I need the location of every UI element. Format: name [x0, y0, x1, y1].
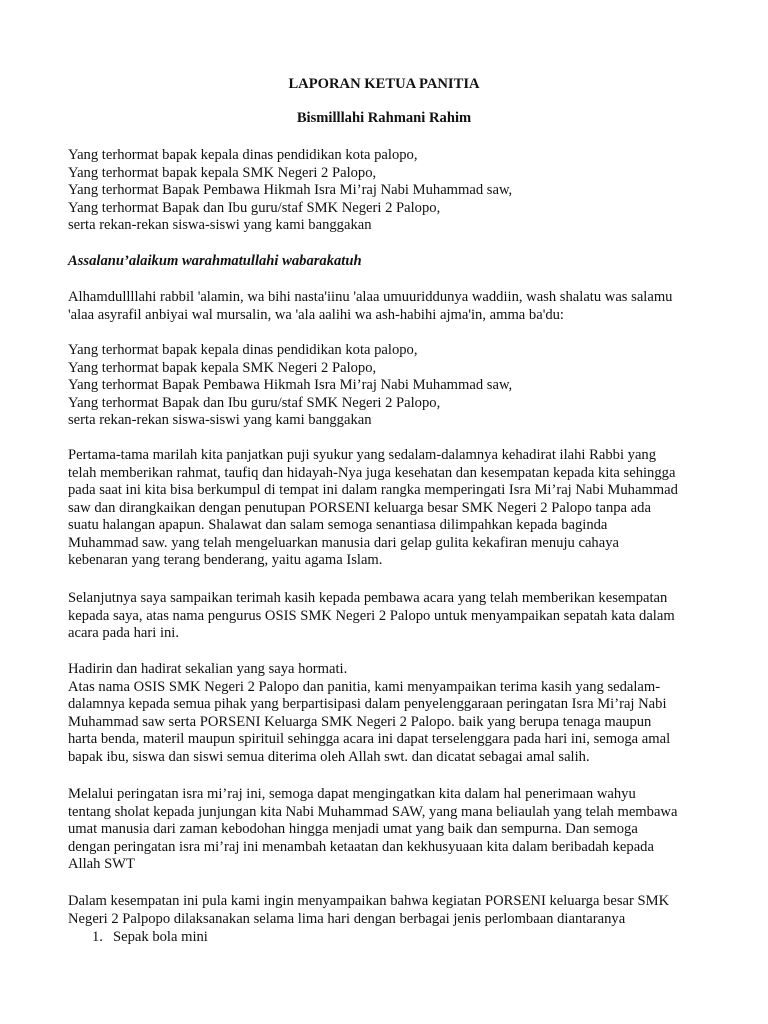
paragraph-line: dalamnya kepada semua pihak yang berpartisipasi dalam penyelenggaraan peringatan Isra Mi’raj Nabi: [68, 696, 667, 712]
paragraph-line: Muhammad saw. yang telah mengeluarkan manusia dari gelap gulita kekafiran menuju cahaya: [68, 534, 619, 551]
list-item-number: 1.: [92, 929, 103, 945]
paragraph-line: dengan peringatan isra mi’raj ini menambah ketaatan dan kekhusyuaan kita dalam beribadah kepada: [68, 838, 654, 855]
greeting-line: Yang terhormat Bapak dan Ibu guru/staf SMK Negeri 2 Palopo,: [68, 394, 441, 411]
salam-heading: Assalanu’alaikum warahmatullahi wabarakatuh: [68, 253, 362, 269]
paragraph-line: acara pada hari ini.: [68, 625, 180, 641]
paragraph-line: bapak ibu, siswa dan siswi semua diterima oleh Allah swt. dan dicatat sebagai amal salih.: [68, 748, 590, 765]
greeting-line: Yang terhormat bapak kepala SMK Negeri 2 Palopo,: [68, 359, 377, 376]
paragraph-line: telah memberikan rahmat, taufiq dan hidayah-Nya juga kesehatan dan kesempatan kepada kita sehingga: [68, 464, 676, 481]
list-item-text: Sepak bola mini: [113, 929, 208, 945]
paragraph-line: Melalui peringatan isra mi’raj ini, semoga dapat mengingatkan kita dalam hal penerimaan wahyu: [68, 786, 636, 802]
paragraph-line: 'alaa asyrafil anbiyai wal mursalin, wa 'ala aalihi wa ash-habihi ajma'in, amma ba'du:: [68, 306, 564, 323]
paragraph-line: Allah SWT: [68, 856, 135, 872]
paragraph-line: Dalam kesempatan ini pula kami ingin menyampaikan bahwa kegiatan PORSENI keluarga besar SMK: [68, 893, 670, 909]
paragraph-line: Atas nama OSIS SMK Negeri 2 Palopo dan panitia, kami menyampaikan terima kasih yang sedalam-: [68, 678, 661, 695]
greeting-line: Yang terhormat bapak kepala dinas pendidikan kota palopo,: [68, 342, 418, 358]
paragraph-line: Alhamdullllahi rabbil 'alamin, wa bihi nasta'iinu 'alaa umuuriddunya waddiin, wash shalatu was salamu: [68, 289, 673, 305]
paragraph-line: Selanjutnya saya sampaikan terimah kasih kepada pembawa acara yang telah memberikan kesempatan: [68, 590, 668, 606]
paragraph-line: Pertama-tama marilah kita panjatkan puji syukur yang sedalam-dalamnya kehadirat ilahi Rabbi yang: [68, 447, 657, 463]
paragraph-line: Negeri 2 Palpopo dilaksanakan selama lima hari dengan berbagai jenis perlombaan diantaranya: [68, 910, 626, 927]
greeting-line: Yang terhormat Bapak dan Ibu guru/staf SMK Negeri 2 Palopo,: [68, 199, 441, 216]
paragraph-line: Muhammad saw serta PORSENI Keluarga SMK Negeri 2 Palopo. baik yang berupa tenaga maupun: [68, 713, 652, 730]
paragraph-line: pada saat ini kita bisa berkumpul di tempat ini dalam rangka memperingati Isra Mi’raj Nabi Muhammad: [68, 482, 678, 498]
greeting-line: Yang terhormat Bapak Pembawa Hikmah Isra Mi’raj Nabi Muhammad saw,: [68, 182, 513, 198]
greeting-line: serta rekan-rekan siswa-siswi yang kami banggakan: [68, 412, 372, 428]
paragraph-line: tentang sholat kepada junjungan kita Nabi Muhammad SAW, yang mana beliaulah yang telah membawa: [68, 803, 678, 820]
paragraph-line: suatu halangan apapun. Shalawat dan salam semoga senantiasa dilimpahkan kepada baginda: [68, 517, 608, 533]
paragraph-line: harta benda, materil maupun spirituil sehingga acara ini dapat terselenggara pada hari ini, semoga amal: [68, 731, 671, 747]
greeting-line: Yang terhormat Bapak Pembawa Hikmah Isra Mi’raj Nabi Muhammad saw,: [68, 377, 513, 393]
greeting-line: Yang terhormat bapak kepala dinas pendidikan kota palopo,: [68, 147, 418, 163]
greeting-line: Yang terhormat bapak kepala SMK Negeri 2 Palopo,: [68, 164, 377, 181]
paragraph-line: kebenaran yang terang benderang, yaitu agama Islam.: [68, 552, 383, 568]
document-title: LAPORAN KETUA PANITIA: [288, 76, 480, 92]
paragraph-line: Hadirin dan hadirat sekalian yang saya hormati.: [68, 661, 348, 677]
greeting-line: serta rekan-rekan siswa-siswi yang kami banggakan: [68, 217, 372, 233]
paragraph-line: umat manusia dari zaman kebodohan hingga menjadi umat yang baik dan sempurna. Dan semoga: [68, 821, 638, 837]
paragraph-line: saw dan dirangkaikan dengan penutupan PORSENI keluarga besar SMK Negeri 2 Palopo tanpa ada: [68, 499, 651, 516]
paragraph-line: kepada saya, atas nama pengurus OSIS SMK Negeri 2 Palopo untuk menyampaikan sepatah kata dalam: [68, 607, 675, 624]
document-subtitle: Bismilllahi Rahmani Rahim: [296, 110, 472, 126]
